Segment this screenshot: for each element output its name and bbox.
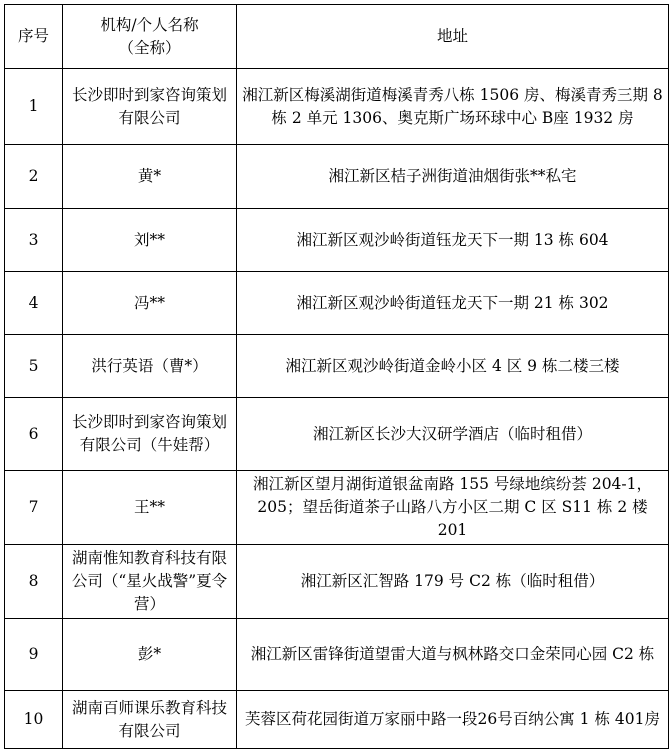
header-name-line1: 机构/个人名称: [100, 15, 199, 34]
row-no: 1: [5, 69, 63, 145]
table-row: [5, 69, 669, 145]
table-row: [5, 691, 669, 749]
row-name: 长沙即时到家咨询策划有限公司（牛娃帮）: [63, 398, 237, 471]
table-row: [5, 209, 669, 272]
row-no: 6: [5, 398, 63, 471]
row-address: 湘江新区观沙岭街道钰龙天下一期 13 栋 604: [237, 209, 669, 272]
header-row: [5, 5, 669, 69]
row-name: 刘**: [63, 209, 237, 272]
row-address: 湘江新区望月湖街道银盆南路 155 号绿地缤纷荟 204-1，205；望岳街道茶子山路八方小区二期 C 区 S11 栋 2 楼 201: [237, 471, 669, 545]
table-row: [5, 335, 669, 398]
row-name: 长沙即时到家咨询策划有限公司: [63, 69, 237, 145]
row-name: 王**: [63, 471, 237, 545]
row-address: 湘江新区梅溪湖街道梅溪青秀八栋 1506 房、梅溪青秀三期 8 栋 2 单元 1306、奥克斯广场环球中心 B座 1932 房: [237, 69, 669, 145]
row-address: 湘江新区汇智路 179 号 C2 栋（临时租借）: [237, 545, 669, 619]
row-no: 10: [5, 691, 63, 749]
row-no: 2: [5, 145, 63, 209]
row-no: 3: [5, 209, 63, 272]
row-name: 彭*: [63, 619, 237, 691]
row-name: 湖南惟知教育科技有限公司（“星火战警”夏令营）: [63, 545, 237, 619]
header-address: 地址: [237, 5, 669, 69]
table-row: [5, 272, 669, 335]
table-row: [5, 471, 669, 545]
header-name-line2: （全称）: [118, 38, 181, 57]
table-row: [5, 398, 669, 471]
registry-table: [4, 4, 669, 749]
row-no: 8: [5, 545, 63, 619]
row-no: 9: [5, 619, 63, 691]
row-name: 湖南百师课乐教育科技有限公司: [63, 691, 237, 749]
header-name: [63, 5, 237, 69]
row-name: 黄*: [63, 145, 237, 209]
row-address: 湘江新区观沙岭街道金岭小区 4 区 9 栋二楼三楼: [237, 335, 669, 398]
row-address: 湘江新区长沙大汉研学酒店（临时租借）: [237, 398, 669, 471]
row-address: 湘江新区观沙岭街道钰龙天下一期 21 栋 302: [237, 272, 669, 335]
row-address: 湘江新区桔子洲街道油烟街张**私宅: [237, 145, 669, 209]
table-row: [5, 145, 669, 209]
header-no: 序号: [5, 5, 63, 69]
table-row: [5, 545, 669, 619]
row-no: 5: [5, 335, 63, 398]
row-address: 湘江新区雷锋街道望雷大道与枫林路交口金荣同心园 C2 栋: [237, 619, 669, 691]
row-address: 芙蓉区荷花园街道万家丽中路一段26号百纳公寓 1 栋 401房: [237, 691, 669, 749]
row-name: 冯**: [63, 272, 237, 335]
row-no: 4: [5, 272, 63, 335]
row-no: 7: [5, 471, 63, 545]
row-name: 洪行英语（曹*）: [63, 335, 237, 398]
table-row: [5, 619, 669, 691]
